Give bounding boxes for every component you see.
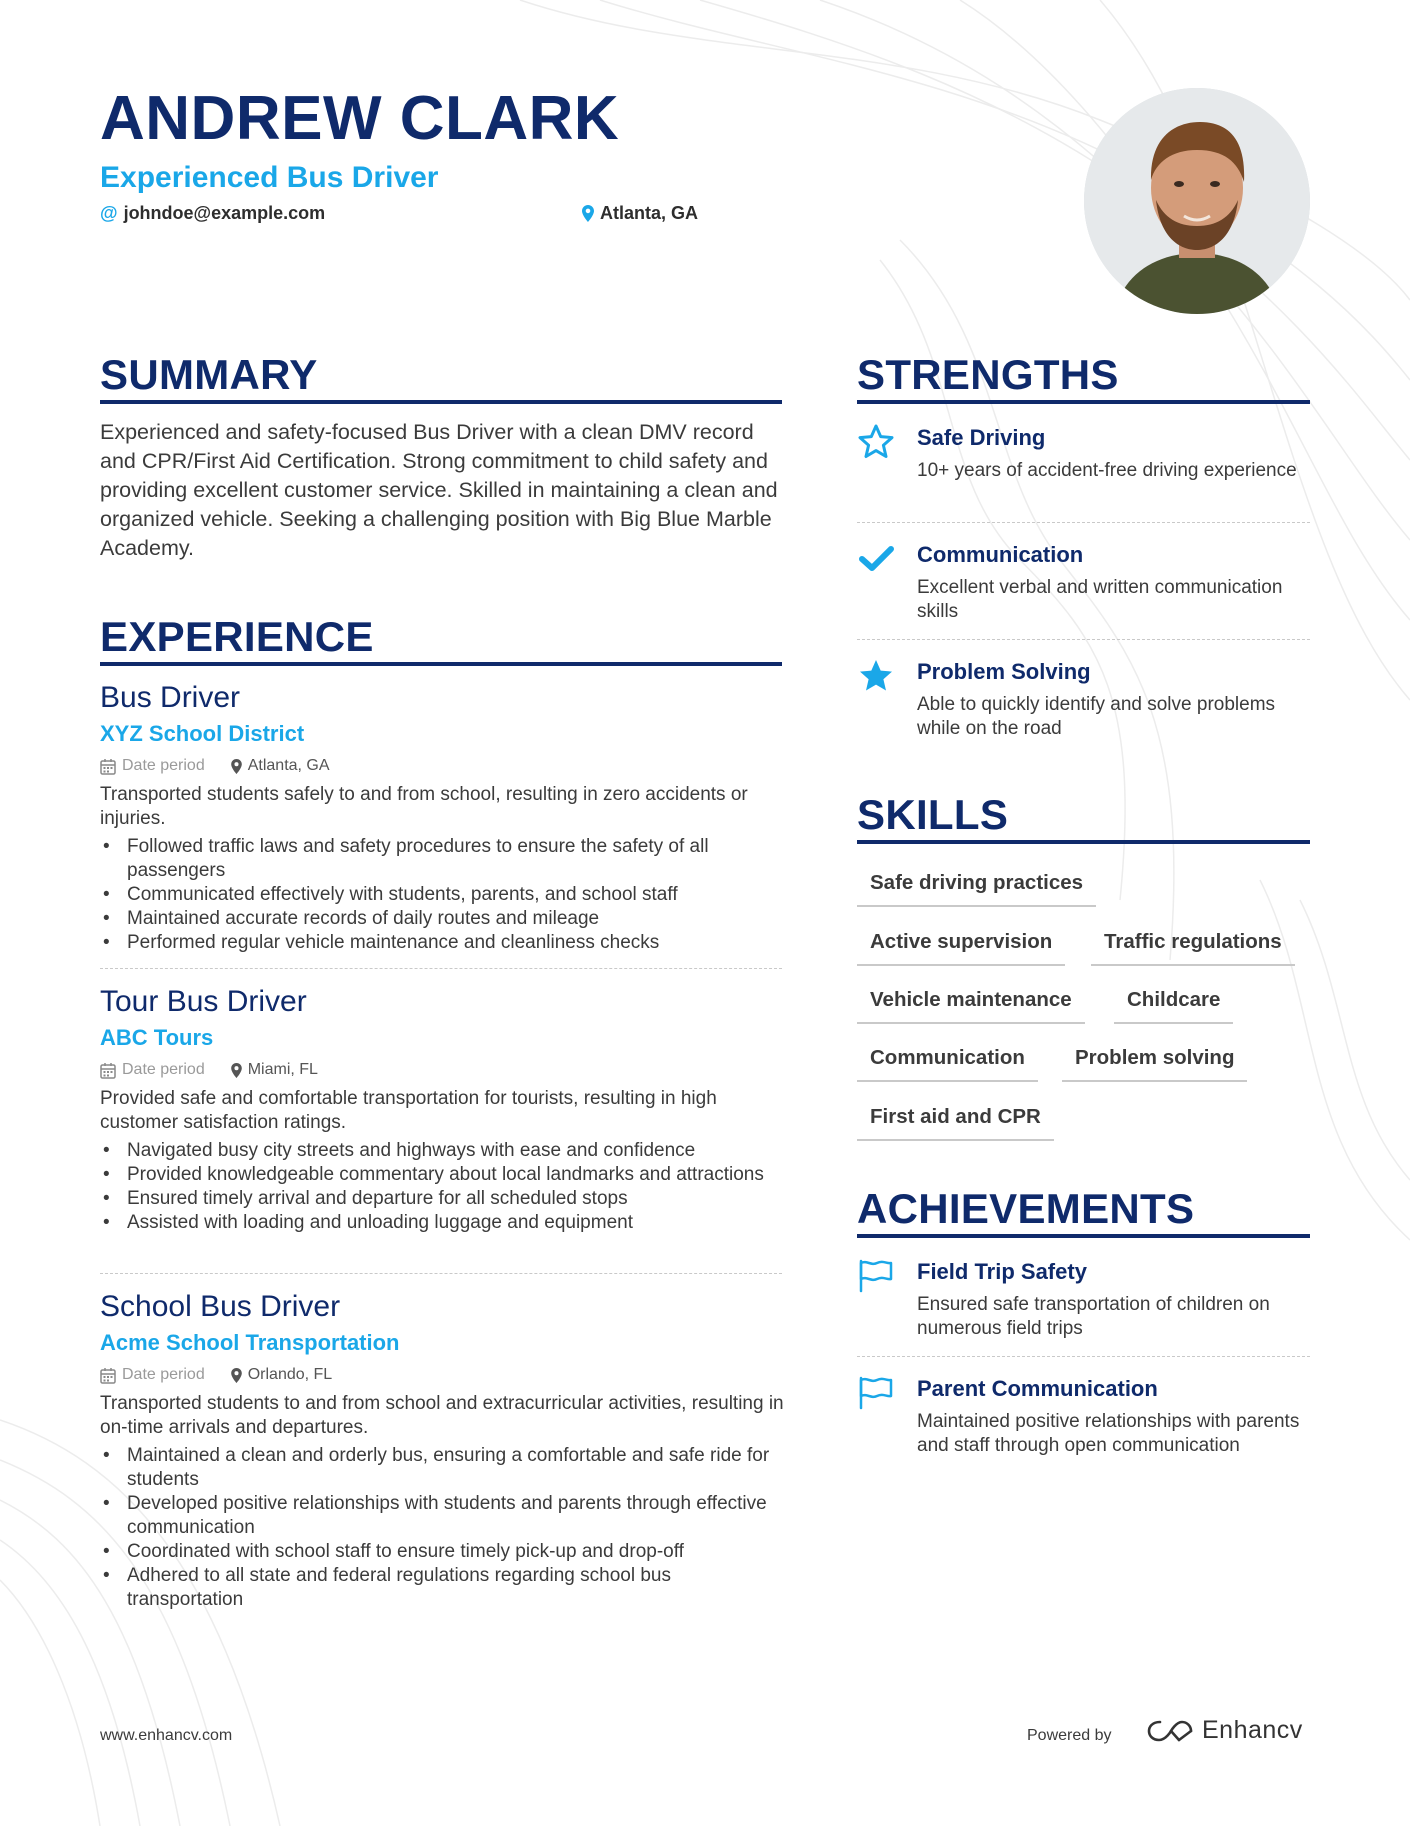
pin-icon: [582, 205, 594, 222]
powered-by-label: Powered by: [1027, 1727, 1112, 1744]
candidate-name: ANDREW CLARK: [100, 84, 620, 153]
star-filled-icon: [857, 657, 895, 695]
calendar-icon: [100, 758, 116, 775]
job-meta: [100, 1059, 785, 1081]
skills-heading: SKILLS: [857, 791, 1009, 838]
strength-text: Excellent verbal and written communication skills: [917, 577, 1283, 622]
job-date: Date period: [122, 1366, 205, 1383]
job-meta: [100, 755, 785, 777]
achievement-divider: [857, 1356, 1310, 1357]
flag-icon: [857, 1257, 895, 1295]
job-entry: [100, 983, 785, 1235]
strength-divider: [857, 639, 1310, 640]
job-description: Provided safe and comfortable transportation for tourists, resulting in high customer satisfaction ratings.: [100, 1088, 717, 1133]
job-location: Atlanta, GA: [247, 757, 330, 774]
bullet-item: • Assisted with loading and unloading luggage and equipment: [100, 1211, 785, 1235]
enhancv-logo-icon: [1146, 1718, 1194, 1744]
brand-name: Enhancv: [1202, 1716, 1303, 1744]
job-title: Tour Bus Driver: [100, 985, 307, 1018]
experience-rule: [100, 662, 782, 666]
achievement-text: Ensured safe transportation of children on numerous field trips: [917, 1294, 1270, 1339]
achievements-heading: ACHIEVEMENTS: [857, 1185, 1195, 1232]
strength-title: Problem Solving: [917, 659, 1091, 684]
bullet-item: • Adhered to all state and federal regulations regarding school bus transportation: [100, 1564, 785, 1612]
job-title: Bus Driver: [100, 681, 241, 714]
pin-icon: [231, 759, 242, 774]
pin-icon: [231, 1368, 242, 1383]
brand-logo[interactable]: [1146, 1716, 1303, 1745]
skill-tag: Vehicle maintenance: [857, 986, 1085, 1024]
job-date: Date period: [122, 757, 205, 774]
strengths-rule: [857, 400, 1310, 404]
bullet-item: • Communicated effectively with students, parents, and school staff: [100, 883, 785, 907]
achievements-rule: [857, 1234, 1310, 1238]
strengths-heading: STRENGTHS: [857, 351, 1119, 398]
strength-text: 10+ years of accident-free driving experience: [917, 460, 1297, 481]
calendar-icon: [100, 1367, 116, 1384]
summary-heading: SUMMARY: [100, 351, 318, 398]
skill-tag: Problem solving: [1062, 1044, 1247, 1082]
job-bullets: [100, 1139, 785, 1235]
job-description: Transported students safely to and from school, resulting in zero accidents or injuries.: [100, 784, 748, 829]
skill-tag: Safe driving practices: [857, 869, 1096, 907]
job-entry: [100, 1288, 785, 1612]
strength-divider: [857, 522, 1310, 523]
bullet-item: • Developed positive relationships with students and parents through effective communication: [100, 1492, 785, 1540]
bullet-item: • Maintained a clean and orderly bus, ensuring a comfortable and safe ride for students: [100, 1444, 785, 1492]
achievement-title: Field Trip Safety: [917, 1259, 1087, 1284]
job-location: Orlando, FL: [247, 1366, 333, 1383]
job-description: Transported students to and from school and extracurricular activities, resulting in on-time arrivals and departures.: [100, 1393, 784, 1438]
company-name: ABC Tours: [100, 1025, 214, 1050]
bullet-item: • Provided knowledgeable commentary about local landmarks and attractions: [100, 1163, 785, 1187]
strength-title: Communication: [917, 542, 1084, 567]
job-date: Date period: [122, 1061, 205, 1078]
footer-url[interactable]: www.enhancv.com: [100, 1727, 233, 1744]
job-divider: [100, 968, 782, 969]
job-bullets: [100, 835, 785, 955]
summary-text: Experienced and safety-focused Bus Driver with a clean DMV record and CPR/First Aid Certification. Strong commitment to child safety and providing excellent customer service. Skilled in maintaining a clean and organized vehicle. Seeking a challenging position with Big Blue Marble Academy.: [100, 420, 778, 560]
pin-icon: [231, 1063, 242, 1078]
job-bullets: [100, 1444, 785, 1612]
job-location: Miami, FL: [247, 1061, 318, 1078]
job-divider: [100, 1273, 782, 1274]
skill-tag: Childcare: [1114, 986, 1233, 1024]
avatar: [1084, 88, 1310, 314]
calendar-icon: [100, 1062, 116, 1079]
strength-text: Able to quickly identify and solve problems while on the road: [917, 694, 1276, 739]
candidate-role: Experienced Bus Driver: [100, 161, 439, 194]
job-meta: [100, 1364, 785, 1386]
strength-title: Safe Driving: [917, 425, 1046, 450]
bullet-item: • Coordinated with school staff to ensure timely pick-up and drop-off: [100, 1540, 785, 1564]
location-text: Atlanta, GA: [600, 203, 699, 223]
star-outline-icon: [857, 423, 895, 461]
at-icon: @: [100, 203, 118, 223]
skills-rule: [857, 840, 1310, 844]
skill-tag: Traffic regulations: [1091, 928, 1295, 966]
job-entry: [100, 679, 785, 955]
contact-email[interactable]: [100, 203, 325, 224]
bullet-item: • Performed regular vehicle maintenance and cleanliness checks: [100, 931, 785, 955]
achievement-text: Maintained positive relationships with parents and staff through open communication: [917, 1411, 1300, 1456]
bullet-item: • Navigated busy city streets and highways with ease and confidence: [100, 1139, 785, 1163]
checkmark-icon: [857, 540, 895, 578]
summary-rule: [100, 400, 782, 404]
bullet-item: • Maintained accurate records of daily routes and mileage: [100, 907, 785, 931]
skill-tag: First aid and CPR: [857, 1103, 1054, 1141]
skill-tag: Active supervision: [857, 928, 1065, 966]
skill-tag: Communication: [857, 1044, 1038, 1082]
achievement-title: Parent Communication: [917, 1376, 1158, 1401]
company-name: Acme School Transportation: [100, 1330, 400, 1355]
email-text: johndoe@example.com: [123, 203, 326, 223]
experience-heading: EXPERIENCE: [100, 613, 374, 660]
bullet-item: • Followed traffic laws and safety procedures to ensure the safety of all passengers: [100, 835, 785, 883]
company-name: XYZ School District: [100, 721, 305, 746]
flag-icon: [857, 1374, 895, 1412]
job-title: School Bus Driver: [100, 1290, 341, 1323]
bullet-item: • Ensured timely arrival and departure for all scheduled stops: [100, 1187, 785, 1211]
contact-location: [582, 203, 698, 224]
